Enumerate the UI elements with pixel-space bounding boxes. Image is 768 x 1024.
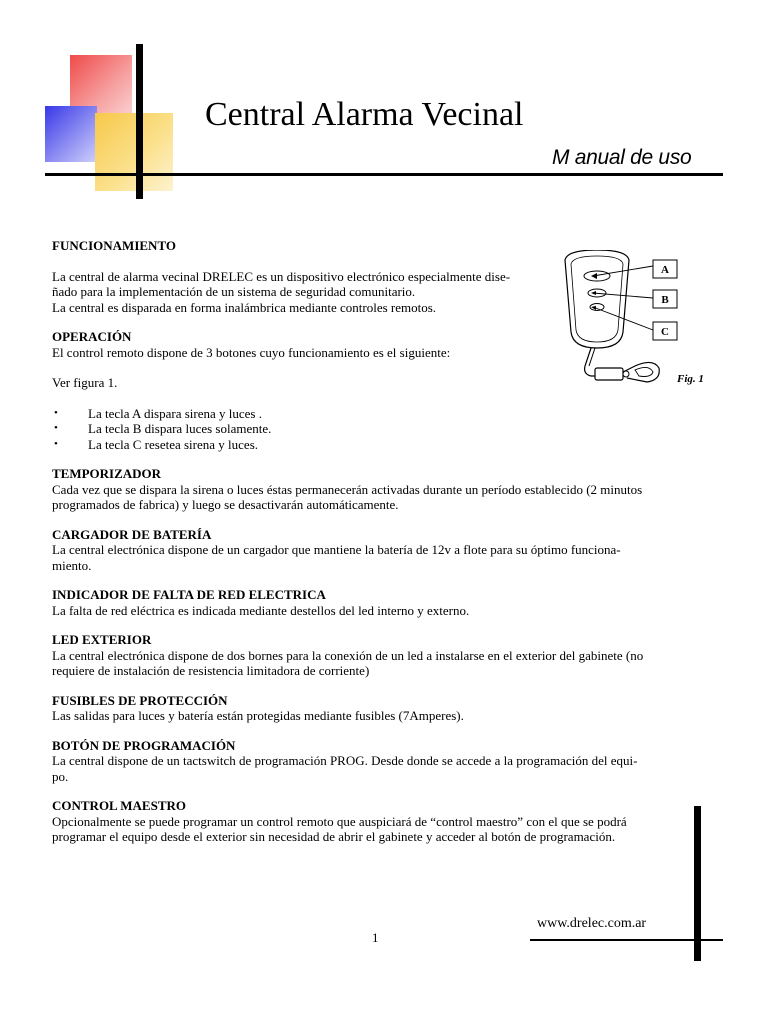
label-c: C — [661, 326, 669, 338]
label-a: A — [661, 264, 669, 276]
figure-reference: Ver figura 1. — [52, 375, 118, 390]
page-number: 1 — [372, 930, 379, 945]
document-body — [52, 238, 682, 845]
list-item: • La tecla C resetea sirena y luces. — [52, 437, 682, 453]
heading-fusibles: FUSIBLES DE PROTECCIÓN — [52, 692, 228, 708]
text-line: miento. — [52, 557, 92, 573]
text-line: po. — [52, 768, 69, 784]
heading-operacion: OPERACIÓN — [52, 329, 132, 344]
text-line: programar el equipo desde el exterior sin necesidad de abrir el gabinete y acceder al botón de programación. — [52, 829, 616, 844]
decor-square-blue — [45, 106, 97, 162]
heading-led: LED EXTERIOR — [52, 632, 152, 647]
label-b: B — [661, 294, 669, 306]
text-line: El control remoto dispone de 3 botones cuyo funcionamiento es el siguiente: — [52, 344, 451, 360]
document-title: Central Alarma Vecinal — [205, 96, 524, 133]
text-line: Cada vez que se dispara la sirena o luces éstas permanecerán activadas durante un período establecido (2 minutos — [52, 481, 643, 497]
decor-square-yellow — [95, 113, 173, 191]
heading-funcionamiento: FUNCIONAMIENTO — [52, 238, 176, 253]
heading-temporizador: TEMPORIZADOR — [52, 466, 162, 481]
header-rule — [45, 173, 723, 176]
text-line: ñado para la implementación de un sistema de seguridad comunitario. — [52, 284, 416, 299]
heading-cargador: CARGADOR DE BATERÍA — [52, 526, 212, 542]
footer-vertical-bar — [694, 806, 701, 961]
text-line: La central electrónica dispone de un cargador que mantiene la batería de 12v a flote para su óptimo funciona- — [52, 542, 621, 557]
text-line: Opcionalmente se puede programar un control remoto que auspiciará de “control maestro” con el que se podrá — [52, 813, 627, 829]
list-item: • La tecla A dispara sirena y luces . — [52, 406, 682, 422]
list-item: • La tecla B dispara luces solamente. — [52, 421, 682, 437]
text-line: La falta de red eléctrica es indicada mediante destellos del led interno y externo. — [52, 602, 470, 618]
text-line: La central dispone de un tactswitch de programación PROG. Desde donde se accede a la programación del equi- — [52, 753, 638, 768]
website-link[interactable]: www.drelec.com.ar — [537, 916, 647, 931]
figure-caption: Fig. 1 — [677, 373, 704, 385]
footer-rule — [530, 939, 723, 941]
text-line: La central electrónica dispone de dos bornes para la conexión de un led a instalarse en el exterior del gabinete (no — [52, 647, 644, 663]
text-line: La central es disparada en forma inalámbrica mediante controles remotos. — [52, 299, 437, 315]
text-line: requiere de instalación de resistencia limitadora de corriente) — [52, 663, 370, 678]
operation-list — [52, 406, 682, 453]
text-line: programados de fabrica) y luego se desactivarán automáticamente. — [52, 497, 399, 512]
text-line: Las salidas para luces y batería están protegidas mediante fusibles (7Amperes). — [52, 708, 464, 723]
heading-boton: BOTÓN DE PROGRAMACIÓN — [52, 737, 236, 753]
document-subtitle: M anual de uso — [552, 146, 692, 169]
heading-indicador: INDICADOR DE FALTA DE RED ELECTRICA — [52, 587, 326, 602]
heading-control: CONTROL MAESTRO — [52, 798, 186, 813]
text-line: La central de alarma vecinal DRELEC es un dispositivo electrónico especialmente dise- — [52, 268, 511, 284]
